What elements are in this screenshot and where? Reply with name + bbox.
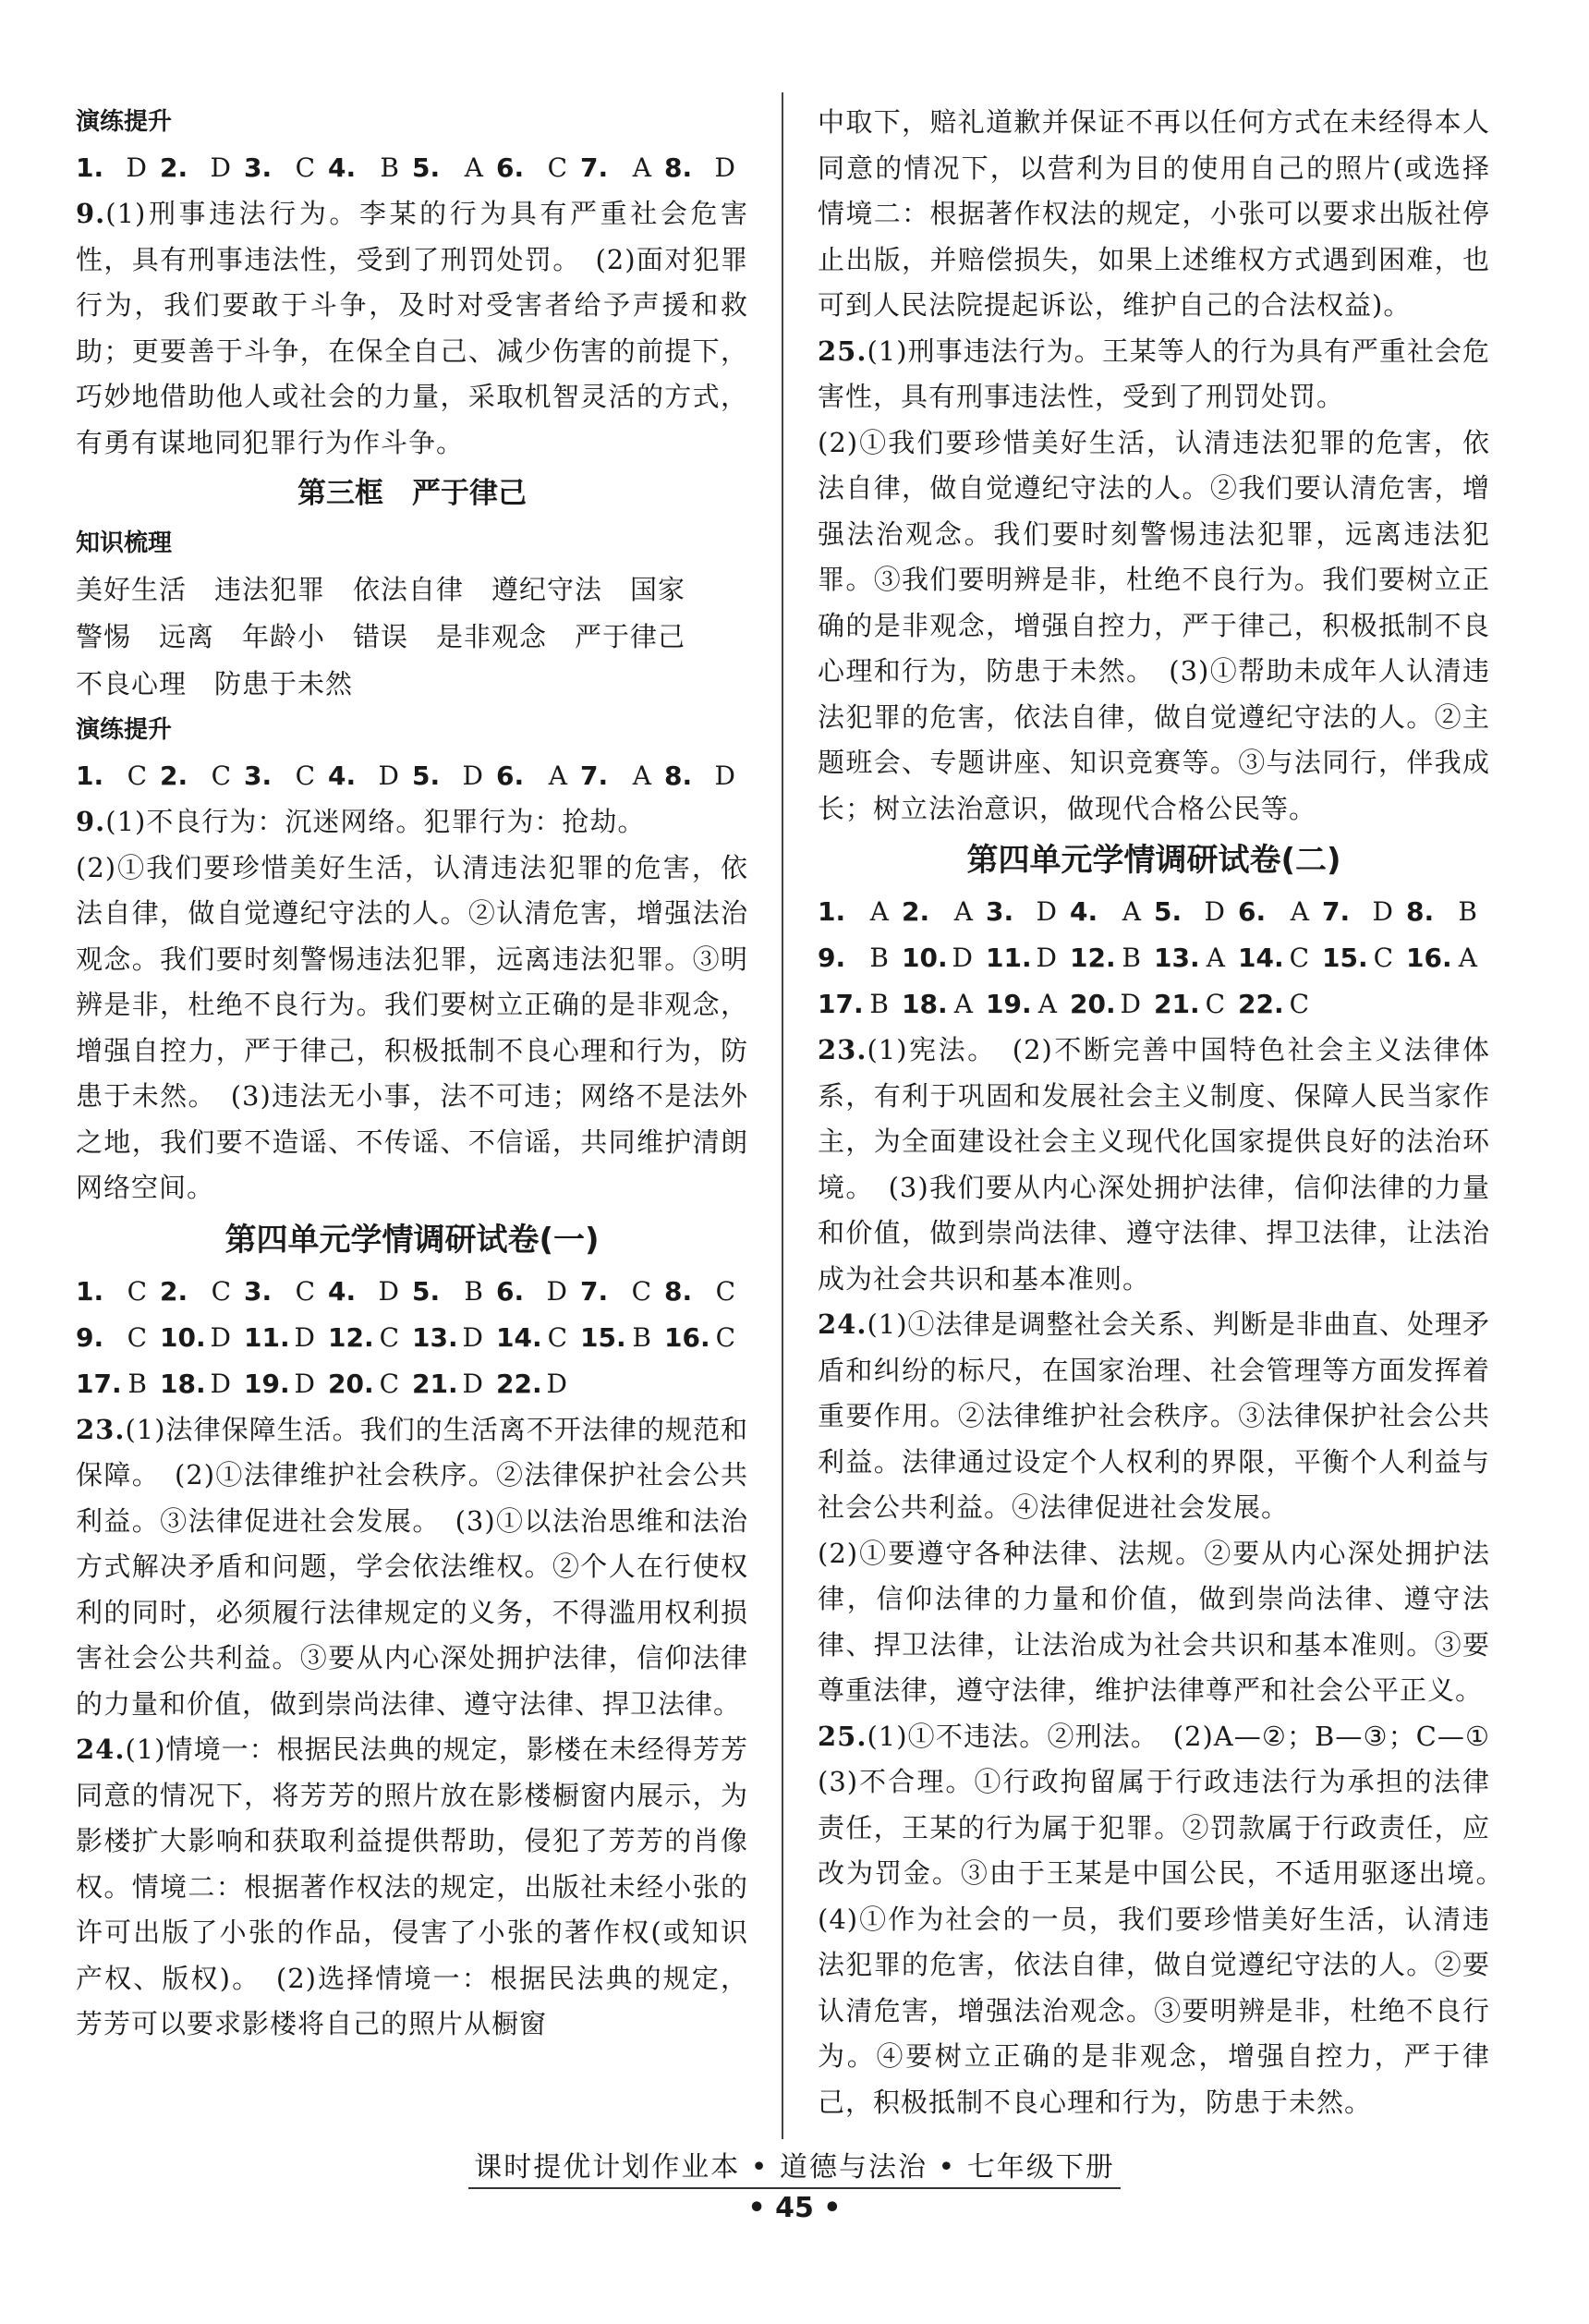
answer-item <box>328 1361 412 1407</box>
answer-item <box>412 1361 496 1407</box>
answer-grid <box>818 889 1490 1028</box>
answer-choice: A <box>464 152 483 183</box>
answer-item <box>412 145 496 191</box>
answer-item <box>244 1269 328 1315</box>
keyword-line: 不良心理 防患于未然 <box>76 668 354 700</box>
frame-title: 第三框 严于律己 <box>297 477 527 510</box>
answer-item <box>664 753 748 799</box>
answer-choice: C <box>547 1321 567 1353</box>
answer-choice: C <box>1205 989 1225 1019</box>
answer-choice: D <box>210 152 231 183</box>
answer-choice: C <box>631 1275 651 1307</box>
unit-test-title: 第四单元学情调研试卷(一) <box>224 1221 600 1259</box>
answer-number: 1. <box>76 760 104 791</box>
answer-number: 8. <box>1406 896 1435 927</box>
answer-number: 4. <box>328 152 357 183</box>
answer-item <box>160 1361 244 1407</box>
answer-choice: C <box>127 1321 147 1353</box>
answer-item <box>76 145 160 191</box>
answer-number: 3. <box>244 152 273 183</box>
answer-number: 18. <box>160 1368 206 1399</box>
practice-heading: 演练提升 <box>76 716 173 744</box>
answer-choice: D <box>462 1321 483 1353</box>
answer-number: 11. <box>986 943 1032 973</box>
answer-item <box>1406 889 1490 935</box>
answer-grid <box>76 145 748 191</box>
answer-number: 20. <box>1070 989 1116 1019</box>
keyword-line: 警惕 远离 年龄小 错误 是非观念 严于律己 <box>76 621 686 652</box>
answer-choice: D <box>126 152 147 183</box>
answer-number: 6. <box>496 760 525 791</box>
answer-item <box>1070 889 1154 935</box>
question-9: 9.(1)刑事违法行为。李某的行为具有严重社会危害性，具有刑事违法性，受到了刑罚处罚。 (2)面对犯罪行为，我们要敢于斗争，及时对受害者给予声援和救助；更要善于斗争，在保全自己、减少伤害的前提下，巧妙地借助他人或社会的力量，采取机智灵活的方式，有勇有谋地同犯罪行为作斗争。 <box>76 198 748 458</box>
knowledge-heading: 知识梳理 <box>76 529 173 557</box>
answer-choice: D <box>294 1321 315 1353</box>
answer-number: 15. <box>580 1321 626 1353</box>
answer-number: 8. <box>664 152 693 183</box>
question-24: 24.(1)①法律是调整社会关系、判断是非曲直、处理矛盾和纠纷的标尺，在国家治理、社会管理等方面发挥着重要作用。②法律维护社会秩序。③法律保护社会公共利益。法律通过设定个人权利的界限，平衡个人利益与社会公共利益。④法律促进社会发展。 <box>818 1308 1490 1523</box>
answer-item <box>244 753 328 799</box>
answer-number: 7. <box>580 152 609 183</box>
answer-item <box>818 935 902 981</box>
answer-number: 4. <box>328 1275 357 1307</box>
answer-item <box>580 145 664 191</box>
answer-number: 6. <box>1238 896 1267 927</box>
answer-item <box>986 889 1070 935</box>
answer-number: 8. <box>664 1275 693 1307</box>
answer-choice: B <box>632 1321 651 1353</box>
question-25: 25.(1)刑事违法行为。王某等人的行为具有严重社会危害性，具有刑事违法性，受到了刑罚处罚。 <box>818 335 1490 412</box>
answer-item <box>818 889 902 935</box>
answer-choice: C <box>715 1275 735 1307</box>
answer-grid <box>76 753 748 799</box>
answer-choice: A <box>1206 943 1225 973</box>
answer-item <box>902 981 986 1028</box>
answer-choice: C <box>1289 989 1309 1019</box>
answer-number: 5. <box>1154 896 1183 927</box>
answer-choice: B <box>1122 943 1141 973</box>
answer-choice: A <box>1458 943 1477 973</box>
answer-number: 3. <box>244 1275 273 1307</box>
question-23: 23.(1)法律保障生活。我们的生活离不开法律的规范和保障。 (2)①法律维护社会秩序。②法律保护社会公共利益。③法律促进社会发展。 (3)①以法治思维和法治方式解决矛盾和问题，学会依法维权。②个人在行使权利的同时，必须履行法律规定的义务，不得滥用权利损害社会公共利益。③要从内心深处拥护法律，信仰法律的力量和价值，做到崇尚法律、遵守法律、捍卫法律。 <box>76 1413 748 1720</box>
answer-item <box>1238 935 1322 981</box>
page-number: • 45 • <box>747 2192 842 2224</box>
answer-number: 21. <box>1154 989 1200 1019</box>
answer-item <box>160 1315 244 1361</box>
answer-item <box>412 753 496 799</box>
answer-number: 12. <box>328 1321 374 1353</box>
answer-item <box>1154 981 1238 1028</box>
answer-number: 15. <box>1322 943 1368 973</box>
answer-item <box>244 1361 328 1407</box>
answer-choice: D <box>1036 943 1057 973</box>
answer-item <box>580 753 664 799</box>
answer-choice: C <box>295 760 315 791</box>
answer-number: 10. <box>160 1321 206 1353</box>
question-25-part-2: (2)①我们要珍惜美好生活，认清违法犯罪的危害，依法自律，做自觉遵纪守法的人。②我们要认清危害，增强法治观念。我们要时刻警惕违法犯罪，远离违法犯罪。③我们要明辨是非，杜绝不良行为。我们要树立正确的是非观念，增强自控力，严于律己，积极抵制不良心理和行为，防患于未然。 (3)①帮助未成年人认清违法犯罪的危害，依法自律，做自觉遵纪守法的人。②主题班会、专题讲座、知识竞赛等。③与法同行，伴我成长；树立法治意识，做现代合格公民等。 <box>818 426 1490 824</box>
answer-item <box>328 1315 412 1361</box>
answer-number: 20. <box>328 1368 374 1399</box>
answer-item <box>160 1269 244 1315</box>
answer-item <box>76 1361 160 1407</box>
answer-number: 2. <box>160 1275 188 1307</box>
answer-choice: C <box>295 1275 315 1307</box>
answer-item <box>496 145 580 191</box>
answer-choice: D <box>294 1368 315 1399</box>
answer-number: 1. <box>818 896 846 927</box>
answer-choice: B <box>380 152 399 183</box>
answer-choice: D <box>210 1368 231 1399</box>
answer-number: 5. <box>412 760 441 791</box>
answer-item <box>1238 981 1322 1028</box>
answer-choice: A <box>953 896 973 927</box>
answer-choice: B <box>869 989 889 1019</box>
answer-item <box>76 1269 160 1315</box>
answer-item <box>580 1269 664 1315</box>
answer-number: 22. <box>1238 989 1284 1019</box>
answer-item <box>328 145 412 191</box>
question-23: 23.(1)宪法。 (2)不断完善中国特色社会主义法律体系，有利于巩固和发展社会主义制度、保障人民当家作主，为全面建设社会主义现代化国家提供良好的法治环境。 (3)我们要从内心深处拥护法律，信仰法律的力量和价值，做到崇尚法律、遵守法律、捍卫法律，让法治成为社会共识和基本准则。 <box>818 1034 1490 1295</box>
answer-item <box>902 935 986 981</box>
answer-number: 5. <box>412 1275 441 1307</box>
answer-item <box>496 1315 580 1361</box>
answer-number: 11. <box>244 1321 290 1353</box>
question-24-part-2: (2)①要遵守各种法律、法规。②要从内心深处拥护法律，信仰法律的力量和价值，做到崇尚法律、遵守法律、捍卫法律，让法治成为社会共识和基本准则。③要尊重法律，遵守法律，维护法律尊严和社会公平正义。 <box>818 1537 1490 1706</box>
answer-item <box>902 889 986 935</box>
answer-choice: D <box>1120 989 1141 1019</box>
left-column <box>76 100 748 2048</box>
answer-choice: A <box>632 760 651 791</box>
answer-item <box>328 753 412 799</box>
answer-item <box>496 1361 580 1407</box>
answer-number: 12. <box>1070 943 1116 973</box>
answer-number: 1. <box>76 152 104 183</box>
book-title-footer: 课时提优计划作业本 • 道德与法治 • 七年级下册 <box>0 2144 1589 2184</box>
answer-item <box>664 1269 748 1315</box>
answer-number: 2. <box>902 896 930 927</box>
answer-choice: C <box>379 1368 399 1399</box>
answer-number: 6. <box>496 1275 525 1307</box>
answer-item <box>818 981 902 1028</box>
answer-number: 17. <box>818 989 864 1019</box>
answer-number: 19. <box>244 1368 290 1399</box>
answer-item <box>1154 889 1238 935</box>
answer-item <box>160 753 244 799</box>
answer-choice: C <box>379 1321 399 1353</box>
answer-number: 9. <box>818 943 846 973</box>
answer-number: 9. <box>76 1321 104 1353</box>
answer-item <box>244 1315 328 1361</box>
answer-choice: D <box>378 1275 399 1307</box>
question-25: 25.(1)①不违法。②刑法。 (2)A—②；B—③；C—① (3)不合理。①行政拘留属于行政违法行为承担的法律责任，王某的行为属于犯罪。②罚款属于行政责任，应改为罚金。③由于王某是中国公民，不适用驱逐出境。 (4)①作为社会的一员，我们要珍惜美好生活，认清违法犯罪的危害，依法自律，做自觉遵纪守法的人。②要认清危害，增强法治观念。③要明辨是非，杜绝不良行为。④要树立正确的是非观念，增强自控力，严于律己，积极抵制不良心理和行为，防患于未然。 <box>818 1720 1519 2118</box>
answer-item <box>1406 935 1490 981</box>
answer-choice: A <box>953 989 973 1019</box>
answer-choice: D <box>714 152 735 183</box>
answer-choice: A <box>1290 896 1309 927</box>
answer-choice: C <box>715 1321 735 1353</box>
answer-number: 18. <box>902 989 948 1019</box>
answer-number: 10. <box>902 943 948 973</box>
answer-choice: D <box>462 1368 483 1399</box>
answer-choice: A <box>632 152 651 183</box>
answer-number: 7. <box>1322 896 1351 927</box>
answer-choice: D <box>378 760 399 791</box>
answer-choice: B <box>464 1275 483 1307</box>
answer-item <box>76 753 160 799</box>
answer-choice: A <box>869 896 889 927</box>
question-24-continued: 中取下，赔礼道歉并保证不再以任何方式在未经得本人同意的情况下，以营利为目的使用自己的照片(或选择情境二：根据著作权法的规定，小张可以要求出版社停止出版，并赔偿损失，如果上述维权方式遇到困难，也可到人民法院提起诉讼，维护自己的合法权益)。 <box>818 106 1490 321</box>
answer-choice: A <box>1037 989 1057 1019</box>
answer-number: 13. <box>412 1321 458 1353</box>
answer-item <box>160 145 244 191</box>
answer-item <box>496 753 580 799</box>
answer-item <box>986 935 1070 981</box>
answer-choice: D <box>546 1368 567 1399</box>
answer-choice: A <box>1122 896 1141 927</box>
answer-item <box>412 1315 496 1361</box>
answer-choice: C <box>127 760 147 791</box>
answer-number: 8. <box>664 760 693 791</box>
answer-number: 6. <box>496 152 525 183</box>
answer-item <box>580 1315 664 1361</box>
answer-item <box>244 145 328 191</box>
answer-number: 13. <box>1154 943 1200 973</box>
answer-number: 17. <box>76 1368 122 1399</box>
answer-number: 2. <box>160 152 188 183</box>
answer-item <box>1322 935 1406 981</box>
answer-number: 4. <box>1070 896 1098 927</box>
answer-number: 1. <box>76 1275 104 1307</box>
answer-item <box>1238 889 1322 935</box>
answer-choice: C <box>1373 943 1393 973</box>
answer-choice: D <box>1036 896 1057 927</box>
right-column <box>818 100 1519 2125</box>
answer-number: 21. <box>412 1368 458 1399</box>
answer-number: 3. <box>244 760 273 791</box>
answer-item <box>664 145 748 191</box>
answer-item <box>986 981 1070 1028</box>
question-9-part-2: (2)①我们要珍惜美好生活，认清违法犯罪的危害，依法自律，做自觉遵纪守法的人。②认清危害，增强法治观念。我们要时刻警惕违法犯罪，远离违法犯罪。③明辨是非，杜绝不良行为。我们要树立正确的是非观念，增强自控力，严于律己，积极抵制不良心理和行为，防患于未然。 (3)违法无小事，法不可违；网络不是法外之地，我们要不造谣、不传谣、不信谣，共同维护清朗网络空间。 <box>76 851 748 1203</box>
answer-item <box>1070 935 1154 981</box>
answer-number: 4. <box>328 760 357 791</box>
answer-number: 19. <box>986 989 1032 1019</box>
answer-number: 22. <box>496 1368 542 1399</box>
answer-number: 2. <box>160 760 188 791</box>
answer-choice: C <box>1289 943 1309 973</box>
answer-choice: A <box>548 760 567 791</box>
answer-number: 16. <box>664 1321 710 1353</box>
answer-number: 7. <box>580 1275 609 1307</box>
answer-item <box>76 1315 160 1361</box>
question-24: 24.(1)情境一：根据民法典的规定，影楼在未经得芳芳同意的情况下，将芳芳的照片放在影楼橱窗内展示，为影楼扩大影响和获取利益提供帮助，侵犯了芳芳的肖像权。情境二：根据著作权法的规定，出版社未经小张的许可出版了小张的作品，侵害了小张的著作权(或知识产权、版权)。 (2)选择情境一：根据民法典的规定，芳芳可以要求影楼将自己的照片从橱窗 <box>76 1734 748 2039</box>
answer-item <box>412 1269 496 1315</box>
answer-choice: D <box>1372 896 1393 927</box>
answer-item <box>1322 889 1406 935</box>
answer-item <box>1154 935 1238 981</box>
answer-number: 14. <box>496 1321 542 1353</box>
answer-choice: C <box>211 1275 231 1307</box>
practice-heading: 演练提升 <box>76 108 173 136</box>
answer-item <box>328 1269 412 1315</box>
answer-choice: D <box>546 1275 567 1307</box>
question-9: 9.(1)不良行为：沉迷网络。犯罪行为：抢劫。 <box>76 806 646 837</box>
answer-choice: D <box>210 1321 231 1353</box>
answer-choice: B <box>1458 896 1477 927</box>
answer-item <box>664 1315 748 1361</box>
answer-item <box>1070 981 1154 1028</box>
answer-choice: D <box>952 943 973 973</box>
answer-number: 3. <box>986 896 1014 927</box>
answer-grid <box>76 1269 748 1407</box>
answer-number: 16. <box>1406 943 1452 973</box>
answer-item <box>496 1269 580 1315</box>
answer-number: 7. <box>580 760 609 791</box>
answer-choice: D <box>714 760 735 791</box>
answer-number: 5. <box>412 152 441 183</box>
answer-choice: B <box>869 943 889 973</box>
answer-choice: D <box>1204 896 1225 927</box>
answer-choice: D <box>462 760 483 791</box>
answer-choice: C <box>211 760 231 791</box>
column-divider <box>782 92 783 2139</box>
keyword-line: 美好生活 违法犯罪 依法自律 遵纪守法 国家 <box>76 574 686 605</box>
answer-choice: C <box>127 1275 147 1307</box>
answer-number: 14. <box>1238 943 1284 973</box>
answer-choice: C <box>547 152 567 183</box>
unit-test-title: 第四单元学情调研试卷(二) <box>966 842 1341 879</box>
answer-choice: C <box>295 152 315 183</box>
answer-choice: B <box>127 1368 147 1399</box>
